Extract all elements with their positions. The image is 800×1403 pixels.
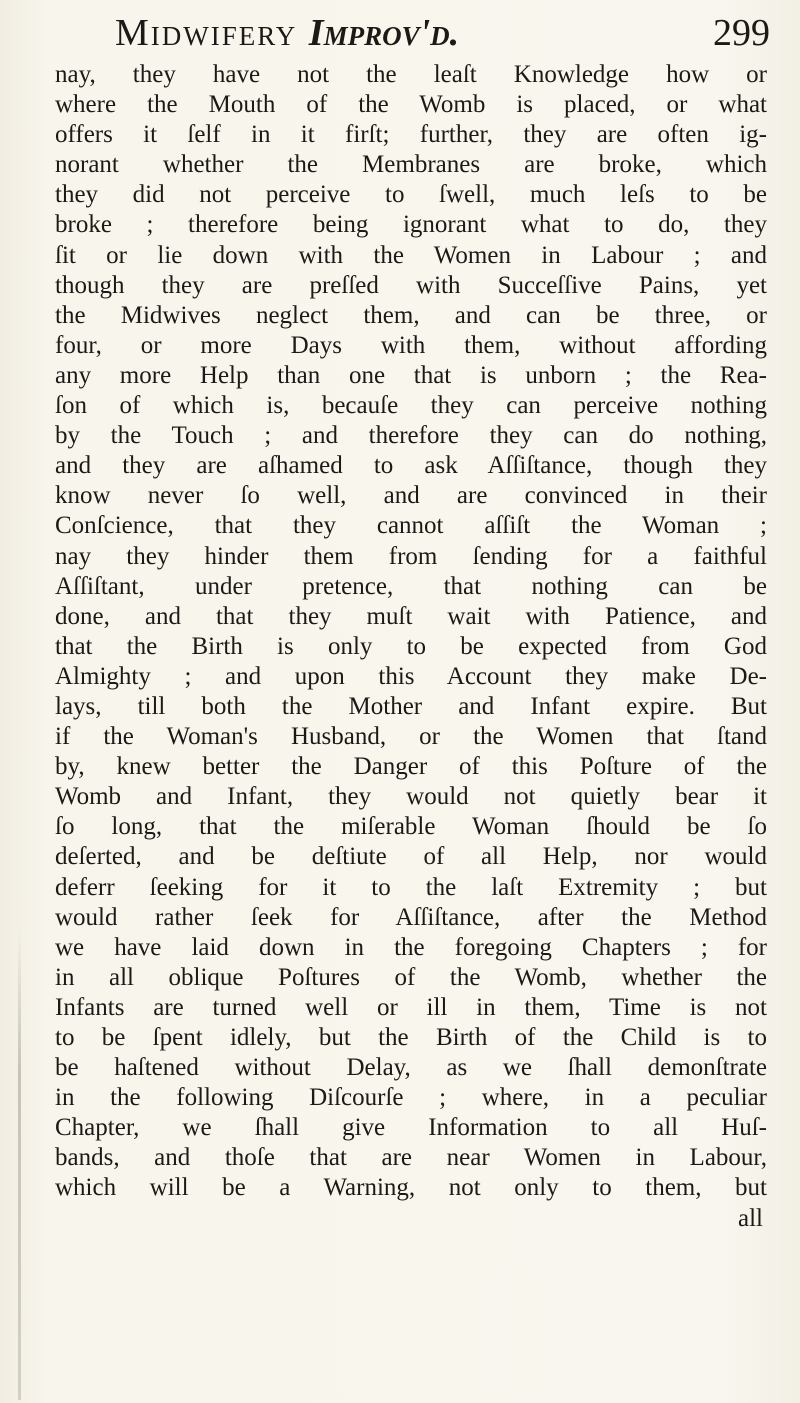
text-line: that the Birth is only to be expected from God — [55, 632, 767, 660]
text-line: Almighty ; and upon this Account they make De- — [55, 662, 767, 690]
text-line: four, or more Days with them, without affording — [55, 331, 767, 359]
text-line: be haſtened without Delay, as we ſhall demonſtrate — [55, 1054, 767, 1082]
running-head — [115, 8, 459, 58]
text-line: nay, they have not the leaſt Knowledge how or — [55, 61, 767, 88]
text-line: know never ſo well, and are convinced in their — [55, 482, 767, 510]
body-text — [55, 60, 767, 1234]
text-line: they did not perceive to ſwell, much leſs to be — [55, 181, 767, 209]
text-line: which will be a Warning, not only to them, but — [55, 1174, 767, 1202]
text-line: deſerted, and be deſtiute of all Help, nor would — [55, 843, 767, 871]
text-line: done, and that they muſt wait with Patience, and — [55, 602, 767, 630]
text-line: if the Woman's Husband, or the Women that ſtand — [55, 723, 767, 751]
text-line: to be ſpent idlely, but the Birth of the Child is to — [55, 1024, 767, 1051]
text-line: the Midwives neglect them, and can be three, or — [55, 301, 767, 329]
text-line: deferr ſeeking for it to the laſt Extremity ; but — [55, 873, 767, 901]
text-line: ſo long, that the miſerable Woman ſhould be ſo — [55, 813, 767, 841]
text-line: bands, and thoſe that are near Women in Labour, — [55, 1144, 767, 1172]
text-line: in all oblique Poſtures of the Womb, whether the — [55, 963, 767, 991]
text-line: where the Mouth of the Womb is placed, or what — [55, 91, 767, 119]
text-line: we have laid down in the foregoing Chapters ; for — [55, 933, 767, 961]
text-line: and they are aſhamed to ask Aſſiſtance, though they — [55, 452, 767, 480]
page-fold-shadow — [18, 930, 21, 1400]
text-line: ſit or lie down with the Women in Labour ; and — [55, 241, 767, 269]
running-head-title: Midwifery — [115, 12, 298, 54]
text-line: lays, till both the Mother and Infant expire. But — [55, 692, 767, 720]
page-number: 299 — [713, 12, 770, 54]
text-line: any more Help than one that is unborn ; the Rea- — [55, 361, 767, 389]
running-head-italic: Improv'd. — [308, 12, 460, 54]
text-line: norant whether the Membranes are broke, which — [55, 151, 767, 179]
page-header — [115, 8, 770, 60]
text-line: would rather ſeek for Aſſiſtance, after the Method — [55, 903, 767, 931]
catchword: all — [738, 1204, 763, 1232]
text-line: by, knew better the Danger of this Poſture of the — [55, 753, 767, 781]
text-line: Conſcience, that they cannot aſſiſt the Woman ; — [55, 512, 767, 540]
text-line: Aſſiſtant, under pretence, that nothing can be — [55, 572, 767, 600]
text-line: broke ; therefore being ignorant what to do, they — [55, 211, 767, 239]
text-line: Chapter, we ſhall give Information to all Huſ- — [55, 1114, 767, 1142]
text-line: in the following Diſcourſe ; where, in a peculiar — [55, 1084, 767, 1112]
text-line: nay they hinder them from ſending for a faithful — [55, 542, 767, 570]
text-line: Infants are turned well or ill in them, Time is not — [55, 993, 767, 1021]
text-line: by the Touch ; and therefore they can do nothing, — [55, 422, 767, 450]
text-line: ſon of which is, becauſe they can perceive nothing — [55, 392, 767, 420]
text-line: Womb and Infant, they would not quietly bear it — [55, 783, 767, 811]
text-line: offers it ſelf in it firſt; further, they are often ig- — [55, 121, 767, 149]
text-line: though they are preſſed with Succeſſive Pains, yet — [55, 271, 767, 299]
